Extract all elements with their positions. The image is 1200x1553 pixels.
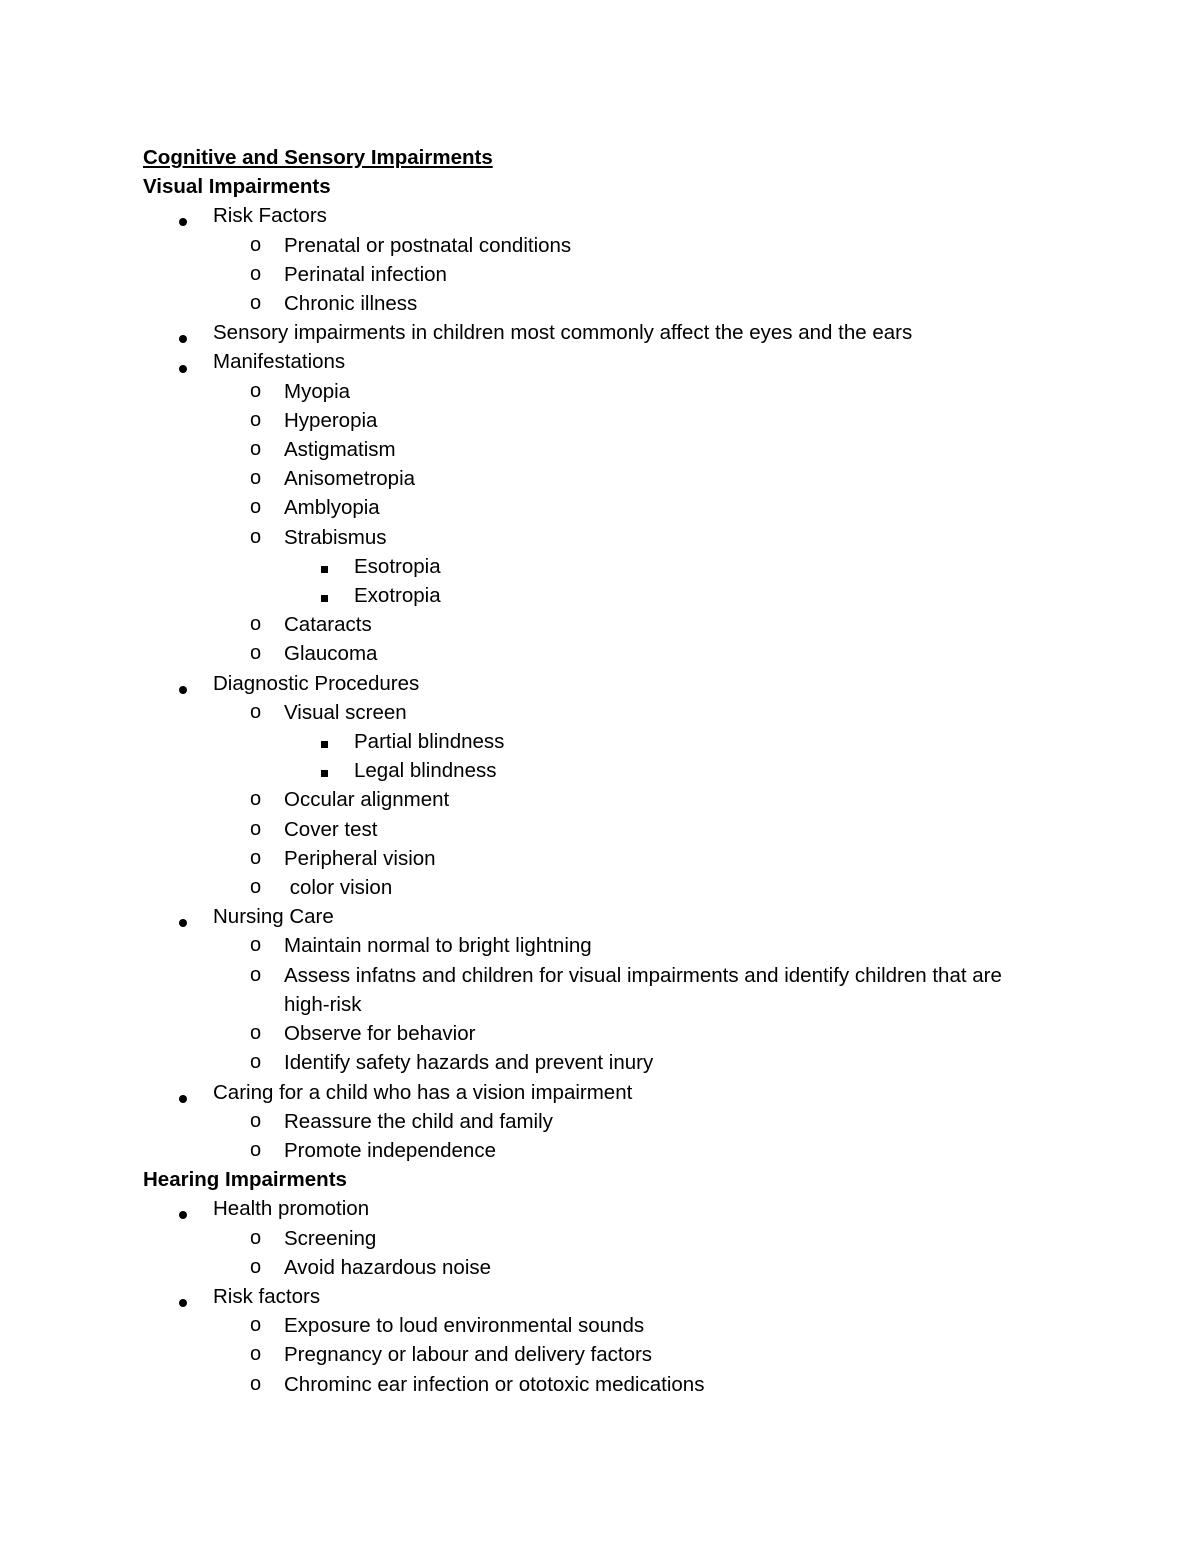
list-item: o Screening [143, 1224, 1083, 1253]
circle-bullet-icon: o [250, 1314, 262, 1337]
square-bullet-icon [321, 741, 328, 748]
list-item: o Observe for behavior [143, 1019, 1083, 1048]
list-item: Esotropia [143, 552, 1083, 581]
list-item: o Identify safety hazards and prevent inury [143, 1048, 1083, 1077]
list-item: Exotropia [143, 581, 1083, 610]
square-bullet-icon [321, 595, 328, 602]
circle-bullet-icon: o [250, 1051, 262, 1074]
list-item: o Pregnancy or labour and delivery factors [143, 1340, 1083, 1369]
circle-bullet-icon: o [250, 496, 262, 519]
list-item: o Avoid hazardous noise [143, 1253, 1083, 1282]
circle-bullet-icon: o [250, 817, 262, 840]
circle-bullet-icon: o [250, 379, 262, 402]
list-item: o Chronic illness [143, 289, 1083, 318]
circle-bullet-icon: o [250, 1343, 262, 1366]
list-item: Sensory impairments in children most commonly affect the eyes and the ears [143, 318, 1083, 347]
circle-bullet-icon: o [250, 467, 262, 490]
circle-bullet-icon: o [250, 292, 262, 315]
list-item: Caring for a child who has a vision impairment [143, 1078, 1083, 1107]
list-item: o Prenatal or postnatal conditions [143, 231, 1083, 260]
list-item: Nursing Care [143, 902, 1083, 931]
bullet-icon [179, 686, 187, 694]
section-heading-hearing: Hearing Impairments [143, 1168, 347, 1192]
list-item: o Myopia [143, 377, 1083, 406]
list-item: Diagnostic Procedures [143, 669, 1083, 698]
circle-bullet-icon: o [250, 1255, 262, 1278]
circle-bullet-icon: o [250, 1109, 262, 1132]
list-item: o Amblyopia [143, 493, 1083, 522]
bullet-icon [179, 1211, 187, 1219]
list-item: o Cover test [143, 815, 1083, 844]
list-item: o Visual screen [143, 698, 1083, 727]
circle-bullet-icon: o [250, 1226, 262, 1249]
list-item: o Hyperopia [143, 406, 1083, 435]
list-item: Health promotion [143, 1194, 1083, 1223]
square-bullet-icon [321, 566, 328, 573]
bullet-icon [179, 335, 187, 343]
square-bullet-icon [321, 770, 328, 777]
list-item: o Occular alignment [143, 785, 1083, 814]
list-item: o Astigmatism [143, 435, 1083, 464]
bullet-icon [179, 365, 187, 373]
circle-bullet-icon: o [250, 876, 262, 899]
circle-bullet-icon: o [250, 525, 262, 548]
list-item: Manifestations [143, 347, 1083, 376]
circle-bullet-icon: o [250, 788, 262, 811]
document-body [143, 143, 1083, 1399]
list-item: o Cataracts [143, 610, 1083, 639]
bullet-icon [179, 1095, 187, 1103]
circle-bullet-icon: o [250, 963, 262, 986]
section-heading-visual: Visual Impairments [143, 175, 331, 199]
list-item: o Reassure the child and family [143, 1107, 1083, 1136]
circle-bullet-icon: o [250, 934, 262, 957]
circle-bullet-icon: o [250, 1372, 262, 1395]
circle-bullet-icon: o [250, 408, 262, 431]
circle-bullet-icon: o [250, 1138, 262, 1161]
list-item: o Promote independence [143, 1136, 1083, 1165]
list-item: Risk Factors [143, 201, 1083, 230]
list-item: o Chrominc ear infection or ototoxic medications [143, 1370, 1083, 1399]
circle-bullet-icon: o [250, 700, 262, 723]
list-item: o Assess infatns and children for visual impairments and identify children that are [143, 961, 1083, 990]
circle-bullet-icon: o [250, 233, 262, 256]
list-item: Risk factors [143, 1282, 1083, 1311]
list-item: o color vision [143, 873, 1083, 902]
list-item: o Peripheral vision [143, 844, 1083, 873]
list-item-continuation: high-risk [284, 992, 362, 1016]
document-title: Cognitive and Sensory Impairments [143, 146, 493, 169]
circle-bullet-icon: o [250, 1022, 262, 1045]
list-item: o Maintain normal to bright lightning [143, 931, 1083, 960]
circle-bullet-icon: o [250, 642, 262, 665]
circle-bullet-icon: o [250, 846, 262, 869]
circle-bullet-icon: o [250, 262, 262, 285]
list-item: Legal blindness [143, 756, 1083, 785]
circle-bullet-icon: o [250, 438, 262, 461]
list-item: o Exposure to loud environmental sounds [143, 1311, 1083, 1340]
list-item: o Anisometropia [143, 464, 1083, 493]
bullet-icon [179, 1299, 187, 1307]
list-item: o Glaucoma [143, 639, 1083, 668]
list-item: o Strabismus [143, 523, 1083, 552]
list-item: Partial blindness [143, 727, 1083, 756]
bullet-icon [179, 919, 187, 927]
circle-bullet-icon: o [250, 613, 262, 636]
bullet-icon [179, 218, 187, 226]
list-item: o Perinatal infection [143, 260, 1083, 289]
